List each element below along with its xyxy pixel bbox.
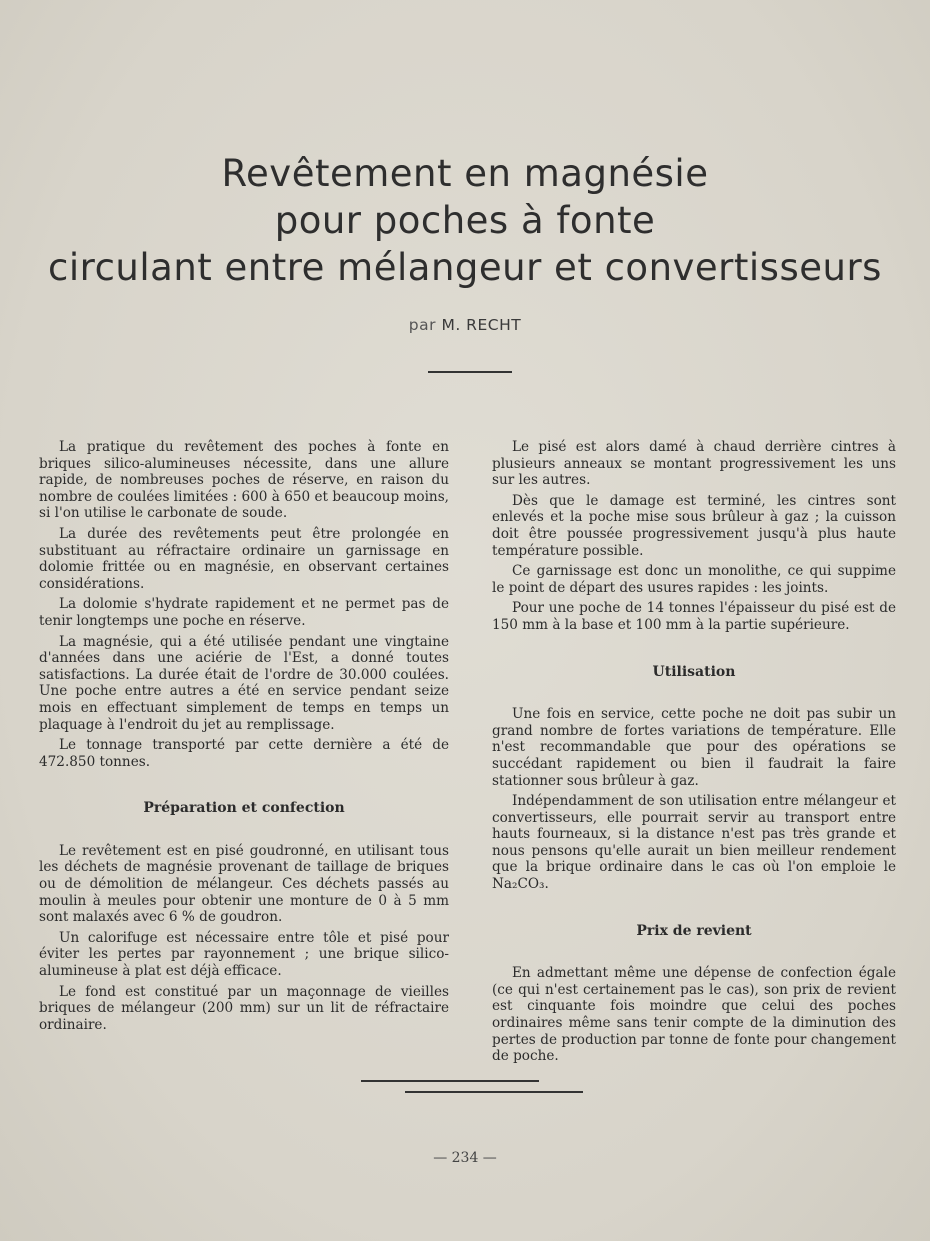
paragraph: La dolomie s'hydrate rapidement et ne permet pas de tenir longtemps une poche en réserve. bbox=[39, 596, 449, 629]
left-column bbox=[39, 439, 449, 1037]
paragraph: Le fond est constitué par un maçonnage de vieilles briques de mélangeur (200 mm) sur un lit de réfractaire ordinaire. bbox=[39, 983, 449, 1033]
paragraph: En admettant même une dépense de confection égale (ce qui n'est certainement pas le cas), son prix de revient est cinquante fois moindre que celui des poches ordinaires même sans tenir compte de la diminution des pertes de production par tonne de fonte pour changement de poche. bbox=[492, 965, 896, 1065]
paragraph: Ce garnissage est donc un monolithe, ce qui suppime le point de départ des usures rapides : les joints. bbox=[492, 563, 896, 596]
section-heading-utilisation: Utilisation bbox=[652, 663, 736, 680]
paragraph: La pratique du revêtement des poches à fonte en briques silico-alumineuses nécessite, dans une allure rapide, de nombreuses poches de réserve, en raison du nombre de coulées limitées : 600 à 650 et beaucoup moins, si l'on utilise le carbonate de soude. bbox=[39, 439, 449, 522]
paragraph: La magnésie, qui a été utilisée pendant une vingtaine d'années dans une aciérie de l'Est, a donné toutes satisfactions. La durée était de l'ordre de 30.000 coulées. Une poche entre autres a été en service pendant seize mois en effectuant simplement de temps en temps un plaquage à l'endroit du jet au remplissage. bbox=[39, 633, 449, 733]
byline-prefix: par bbox=[408, 316, 437, 334]
page-number: — 234 — bbox=[433, 1150, 497, 1166]
title-line-3: circulant entre mélangeur et convertisseurs bbox=[48, 246, 882, 289]
title-divider bbox=[428, 371, 512, 373]
paragraph: Dès que le damage est terminé, les cintres sont enlevés et la poche mise sous brûleur à gaz ; la cuisson doit être poussée progressivement jusqu'à plus haute température possible. bbox=[492, 492, 896, 559]
paragraph: La durée des revêtements peut être prolongée en substituant au réfractaire ordinaire un garnissage en dolomie frittée ou en magnésie, en observant certaines considérations. bbox=[39, 525, 449, 592]
paragraph: Indépendamment de son utilisation entre mélangeur et convertisseurs, elle pourrait servir au transport entre hauts fourneaux, si la distance n'est pas très grande et nous pensons qu'elle aurait un bien meilleur rendement que la brique ordinaire dans le cas où l'on emploie le Na₂CO₃. bbox=[492, 793, 896, 893]
end-rule-lower bbox=[405, 1091, 583, 1093]
paragraph: Un calorifuge est nécessaire entre tôle et pisé pour éviter les pertes par rayonnement ; une brique silico-alumineuse à plat est déjà efficace. bbox=[39, 929, 449, 980]
paragraph: Le revêtement est en pisé goudronné, en utilisant tous les déchets de magnésie provenant de taillage de briques ou de démolition de mélangeur. Ces déchets passés au moulin à meules pour obtenir une monture de 0 à 5 mm sont malaxés avec 6 % de goudron. bbox=[39, 842, 449, 926]
paragraph: Pour une poche de 14 tonnes l'épaisseur du pisé est de 150 mm à la base et 100 mm à la partie supérieure. bbox=[492, 600, 896, 633]
byline bbox=[0, 316, 930, 334]
paragraph: Le tonnage transporté par cette dernière a été de 472.850 tonnes. bbox=[39, 737, 449, 770]
paragraph: Une fois en service, cette poche ne doit pas subir un grand nombre de fortes variations de température. Elle n'est recommandable que pour des opérations se succédant rapidement ou bien il faudrait la faire stationner sous brûleur à gaz. bbox=[492, 706, 896, 789]
end-rule-upper bbox=[361, 1080, 539, 1082]
author-name: M. RECHT bbox=[441, 316, 522, 334]
section-heading-prix-de-revient: Prix de revient bbox=[636, 922, 752, 939]
section-heading-preparation: Préparation et confection bbox=[143, 800, 345, 817]
title-line-2: pour poches à fonte bbox=[274, 199, 656, 242]
article-title bbox=[0, 150, 930, 291]
title-line-1: Revêtement en magnésie bbox=[221, 152, 709, 195]
paragraph: Le pisé est alors damé à chaud derrière cintres à plusieurs anneaux se montant progressivement les uns sur les autres. bbox=[492, 439, 896, 489]
right-column bbox=[492, 439, 896, 1069]
